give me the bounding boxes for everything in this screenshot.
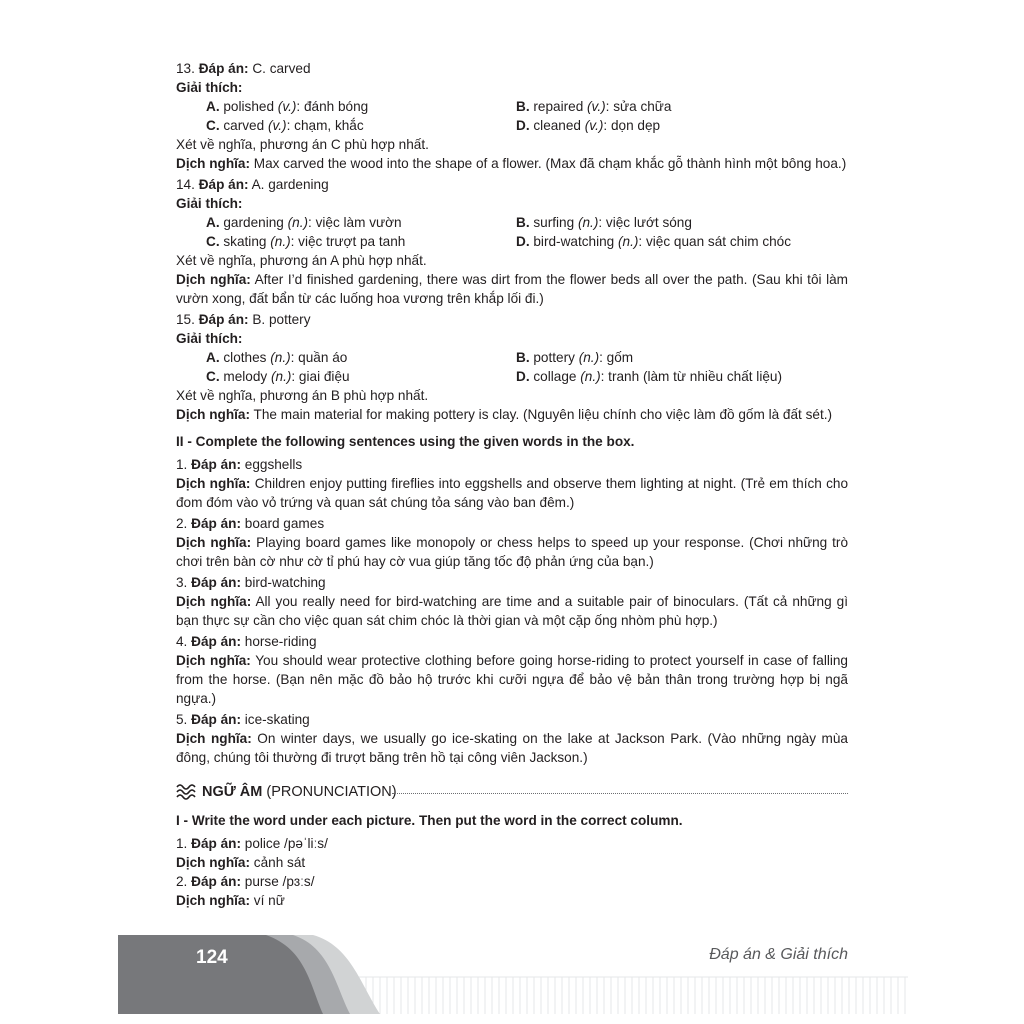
dotted-divider	[392, 793, 848, 794]
page-number: 124	[196, 947, 228, 968]
question-number: 15.	[176, 312, 195, 327]
translation: Dịch nghĩa: Children enjoy putting fireflies into eggshells and observe them lighting at night. (Trẻ em thích cho đom đóm vào vỏ trứng và quan sát chúng tỏa sáng vào ban đêm.)	[176, 476, 849, 510]
pronunciation-heading: I - Write the word under each picture. Then put the word in the correct column.	[176, 813, 683, 828]
pronunciation-title: NGỮ ÂM (PRONUNCIATION)	[202, 784, 397, 800]
option-b: B. pottery (n.): gốm	[516, 350, 634, 365]
section2-item-1: 1. Đáp án: eggshells Dịch nghĩa: Children enjoy putting fireflies into eggshells and observe them lighting at night. (Trẻ em thích cho đom đóm vào vỏ trứng và quan sát chúng tỏa sáng vào ban đêm.)	[176, 457, 849, 510]
question-14	[176, 175, 848, 308]
answer-label: Đáp án:	[198, 61, 249, 76]
question-15	[176, 310, 848, 424]
translation: Dịch nghĩa: On winter days, we usually go ice-skating on the lake at Jackson Park. (Vào những ngày mùa đông, chúng tôi thường đi trượt băng trên hồ tại công viên Jackson.)	[176, 731, 848, 765]
section2-item-2: 2. Đáp án: board games Dịch nghĩa: Playing board games like monopoly or chess helps to speed up your response. (Chơi những trò chơi trên bàn cờ như cờ tỉ phú hay cờ vua giúp tăng tốc độ phản ứng của bạn.)	[176, 516, 849, 569]
option-a: A. gardening (n.): việc làm vườn	[206, 215, 402, 230]
option-d: D. bird-watching (n.): việc quan sát chim chóc	[516, 234, 792, 249]
section-heading: II - Complete the following sentences using the given words in the box.	[176, 434, 635, 449]
explain-label: Giải thích:	[176, 80, 243, 95]
question-number: 13.	[176, 61, 195, 76]
option-d: D. cleaned (v.): dọn dẹp	[516, 118, 661, 133]
translation: Dịch nghĩa: After I’d finished gardening, there was dirt from the flower beds all over the path. (Sau khi tôi làm vườn xong, đất bẩn từ các luống hoa vương trên khắp lối đi.)	[176, 272, 848, 306]
answer-value: C. carved	[252, 61, 311, 76]
translation: Dịch nghĩa: Playing board games like monopoly or chess helps to speed up your response. (Chơi những trò chơi trên bàn cờ như cờ tỉ phú hay cờ vua giúp tăng tốc độ phản ứng của bạn.)	[176, 535, 849, 569]
pronunciation-header	[176, 781, 848, 803]
section2-item-4: 4. Đáp án: horse-riding Dịch nghĩa: You should wear protective clothing before going horse-riding to protect yourself in case of falling from the horse. (Bạn nên mặc đồ bảo hộ trước khi cưỡi ngựa để bảo vệ bản thân trong trường hợp bị ngã ngựa.)	[176, 634, 848, 706]
conclusion: Xét về nghĩa, phương án C phù hợp nhất.	[176, 137, 429, 152]
explain-label: Giải thích:	[176, 331, 243, 346]
footer-title: Đáp án & Giải thích	[709, 946, 848, 963]
answer-content	[176, 59, 848, 910]
conclusion: Xét về nghĩa, phương án B phù hợp nhất.	[176, 388, 429, 403]
answer-value: A. gardening	[251, 177, 329, 192]
question-number: 14.	[176, 177, 195, 192]
translation: Dịch nghĩa: Max carved the wood into the shape of a flower. (Max đã chạm khắc gỗ thành hình một bông hoa.)	[176, 156, 847, 171]
section2-item-5: 5. Đáp án: ice-skating Dịch nghĩa: On winter days, we usually go ice-skating on the lake at Jackson Park. (Vào những ngày mùa đông, chúng tôi thường đi trượt băng trên hồ tại công viên Jackson.)	[176, 712, 848, 765]
answer-label: Đáp án:	[198, 312, 249, 327]
answer-label: Đáp án:	[198, 177, 249, 192]
question-13	[176, 59, 848, 173]
option-b: B. surfing (n.): việc lướt sóng	[516, 215, 692, 230]
option-d: D. collage (n.): tranh (làm từ nhiều chất liệu)	[516, 369, 782, 384]
option-c: C. melody (n.): giai điệu	[206, 369, 350, 384]
pronunciation-item-1: 1. Đáp án: police /pəˈliːs/ Dịch nghĩa: cảnh sát	[176, 836, 328, 870]
option-c: C. carved (v.): chạm, khắc	[206, 118, 364, 133]
translation: Dịch nghĩa: All you really need for bird-watching are time and a suitable pair of binoculars. (Tất cả những gì bạn thực sự cần cho việc quan sát chim chóc là thời gian và một cặp ống nhòm phù hợp.)	[176, 594, 848, 628]
option-a: A. clothes (n.): quần áo	[206, 350, 348, 365]
conclusion: Xét về nghĩa, phương án A phù hợp nhất.	[176, 253, 427, 268]
option-a: A. polished (v.): đánh bóng	[206, 99, 369, 114]
pronunciation-item-2: 2. Đáp án: purse /pɜːs/ Dịch nghĩa: ví nữ	[176, 874, 315, 908]
translation: Dịch nghĩa: The main material for making pottery is clay. (Nguyên liệu chính cho việc làm đồ gốm là đất sét.)	[176, 407, 833, 422]
answer-value: B. pottery	[252, 312, 311, 327]
option-b: B. repaired (v.): sửa chữa	[516, 99, 672, 114]
explain-label: Giải thích:	[176, 196, 243, 211]
option-c: C. skating (n.): việc trượt pa tanh	[206, 234, 406, 249]
wave-icon	[176, 782, 198, 802]
section2-item-3: 3. Đáp án: bird-watching Dịch nghĩa: All you really need for bird-watching are time and a suitable pair of binoculars. (Tất cả những gì bạn thực sự cần cho việc quan sát chim chóc là thời gian và một cặp ống nhòm phù hợp.)	[176, 575, 848, 628]
translation: Dịch nghĩa: You should wear protective clothing before going horse-riding to protect yourself in case of falling from the horse. (Bạn nên mặc đồ bảo hộ trước khi cưỡi ngựa để bảo vệ bản thân trong trường hợp bị ngã ngựa.)	[176, 653, 848, 706]
